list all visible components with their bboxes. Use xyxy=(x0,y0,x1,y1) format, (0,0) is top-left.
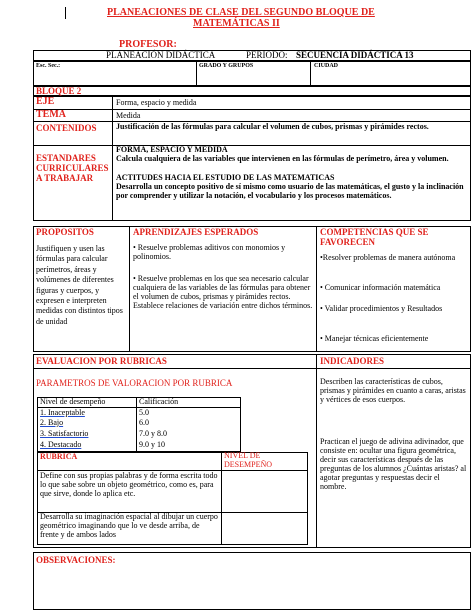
aprendizajes-item-2: • Resuelve problemas en los que sea necesario calcular cualquiera de las variables de las fórmulas para obtener el volumen de cubos, prismas y pirámides rectos. Establece relaciones de variación entre dichos términos. xyxy=(133,274,313,310)
rubrica-label: RUBRICA xyxy=(40,452,78,461)
grado-grupos-label: GRADO Y GRUPOS xyxy=(199,63,254,69)
document-title: PLANEACIONES DE CLASE DEL SEGUNDO BLOQUE DE xyxy=(107,7,375,18)
ciudad-label: CIUDAD xyxy=(314,63,338,69)
bloque-label: BLOQUE 2 xyxy=(36,86,82,96)
col-nivel-header: Nivel de desempeño xyxy=(40,397,106,406)
content-table-divider xyxy=(112,96,113,221)
evaluacion-title: EVALUACION POR RUBRICAS xyxy=(36,356,167,366)
grading-grid-divider xyxy=(136,397,137,452)
text-cursor xyxy=(65,7,66,19)
school-divider-2 xyxy=(310,61,311,86)
tema-value: Medida xyxy=(116,111,141,120)
evaluation-header-line xyxy=(33,368,471,369)
rubric-item-2: Desarrolla su imaginación espacial al dibujar un cuerpo geométrico imaginando que lo ve desde arriba, de frente y de ambos lados xyxy=(40,512,218,539)
eje-value: Forma, espacio y medida xyxy=(116,98,197,107)
contenidos-label: CONTENIDOS xyxy=(36,123,97,133)
parametros-title: PARAMETROS DE VALORACION POR RUBRICA xyxy=(36,378,233,388)
estandares-l2: Calcula cualquiera de las variables que intervienen en las fórmulas de perímetro, área y volumen. xyxy=(116,154,449,163)
competencias-item-2: • Comunicar información matemática xyxy=(320,283,441,292)
propositos-title: PROPOSITOS xyxy=(36,227,94,237)
tema-label: TEMA xyxy=(36,109,66,120)
rubric-divider xyxy=(221,452,222,545)
indicadores-p1: Describen las características de cubos, prismas y pirámides en cuanto a caras, aristas y vértices de esos cuerpos. xyxy=(320,377,466,404)
propositos-text: Justifiquen y usen las fórmulas para calcular perímetros, áreas y volúmenes de diferentes figuras y cuerpos, y expresen e interpreten medidas con distintos tipos de unidad xyxy=(36,244,123,326)
competencias-item-3: • Validar procedimientos y Resultados xyxy=(320,304,443,313)
level-name: 3. Satisfactorio xyxy=(40,429,89,438)
esc-sec-label: Esc. Sec.: xyxy=(36,63,61,69)
level-grade: 5.0 xyxy=(139,408,149,417)
eje-label: EJE xyxy=(36,96,55,107)
goals-divider-2 xyxy=(316,226,317,352)
document-subtitle: MATEMÁTICAS II xyxy=(193,18,280,29)
col-calif-header: Calificación xyxy=(139,397,179,406)
planeacion-label: PLANEACIÓN DIDÁCTICA xyxy=(106,50,216,60)
level-grade: 9.0 y 10 xyxy=(139,440,165,449)
level-grade: 6.0 xyxy=(139,418,149,427)
contenidos-value: Justificación de las fórmulas para calcular el volumen de cubos, prismas y pirámides rectos. xyxy=(116,122,429,131)
estandares-label: ESTANDARES CURRICULARES A TRABAJAR xyxy=(36,153,109,184)
competencias-item-4: • Manejar técnicas eficientemente xyxy=(320,334,429,343)
nivel-desempeno-label: NIVEL DE DESEMPEÑO xyxy=(224,451,273,469)
bloque-row xyxy=(33,86,471,96)
school-divider-1 xyxy=(196,61,197,86)
estandares-l1: FORMA, ESPACIO Y MEDIDA xyxy=(116,145,228,154)
indicadores-title: INDICADORES xyxy=(320,356,385,366)
profesor-label: PROFESOR: xyxy=(119,39,177,50)
estandares-l4: Desarrolla un concepto positivo de sí mismo como usuario de las matemáticas, el gusto y la inclinación por comprender y utilizar la notación, el vocabulario y los procesos matemáticos. xyxy=(116,182,464,200)
evaluation-divider xyxy=(316,354,317,548)
aprendizajes-title: APRENDIZAJES ESPERADOS xyxy=(133,227,259,237)
aprendizajes-item-1: • Resuelve problemas aditivos con monomios y polinomios. xyxy=(133,243,286,261)
secuencia-label: SECUENCIA DIDÁCTICA 13 xyxy=(296,50,414,60)
level-name: 2. Bajo xyxy=(40,418,64,427)
level-name: 1. Inaceptable xyxy=(40,408,85,417)
row-line-1 xyxy=(33,109,471,110)
level-name: 4. Destacado xyxy=(40,440,82,449)
estandares-l3: ACTITUDES HACIA EL ESTUDIO DE LAS MATEMATICAS xyxy=(116,173,335,182)
rubric-item-1: Define con sus propias palabras y de forma escrita todo lo que sabe sobre un objeto geométrico, como es, para que sirve, donde lo aplica etc. xyxy=(40,471,218,498)
periodo-label: PERIODO: xyxy=(246,50,288,60)
competencias-item-1: •Resolver problemas de manera autónoma xyxy=(320,253,456,262)
level-grade: 7.0 y 8.0 xyxy=(139,429,167,438)
observaciones-label: OBSERVACIONES: xyxy=(36,555,116,565)
goals-divider-1 xyxy=(129,226,130,352)
indicadores-p2: Practican el juego de adivina adivinador, que consiste en: ocultar una figura geométrica, decir sus características después de las preguntas de los alumnos ¿Cuántas aristas? al agotar preguntas y respuestas decir el nombre. xyxy=(320,437,467,491)
competencias-title: COMPETENCIAS QUE SE FAVORECEN xyxy=(320,227,429,248)
